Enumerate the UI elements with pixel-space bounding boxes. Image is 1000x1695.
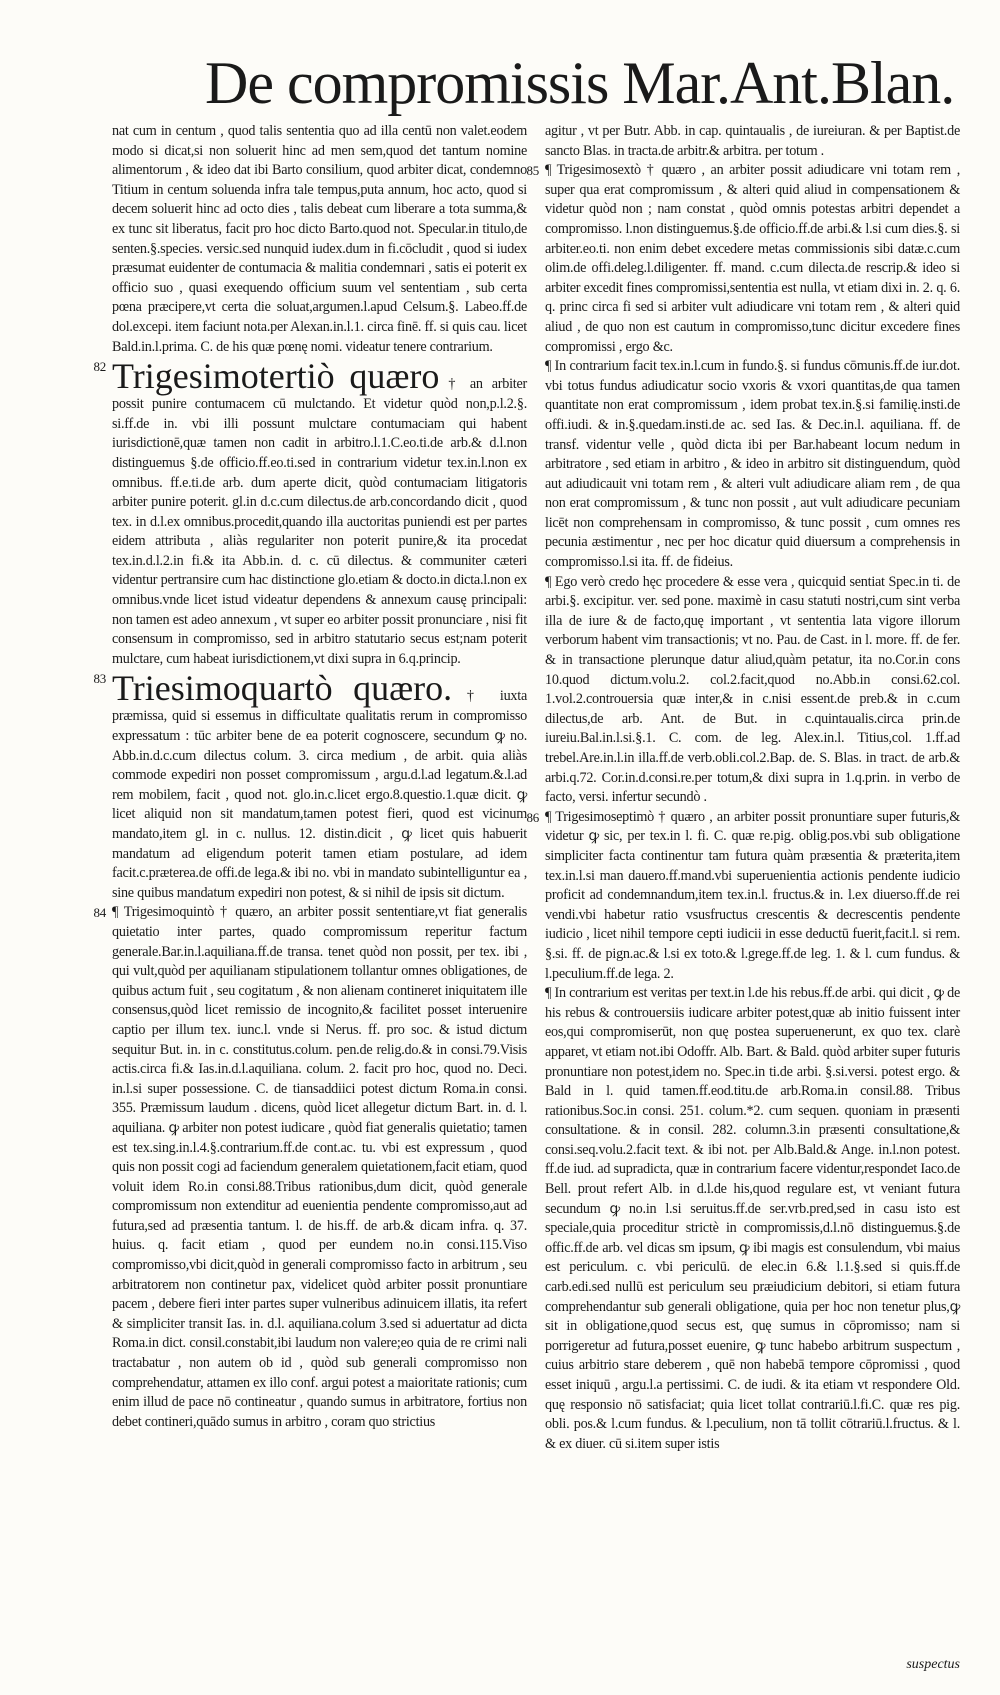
right-column — [526, 122, 960, 1662]
section-text: ¶ Trigesimoquintò † quæro, an arbiter possit sententiare,vt fiat generalis quietatio inter partes, quado compromissum reperitur factum generale.Bar.in.l.aquiliana.ff.de transa. tenet quòd non possit, per tex. ibi , qui vult,quòd per aquilianam stipulationem tollantur omnes obligationes, de quibus actum fuit , seu cogitatum , & non alienam contineret iniquitatem ille consensus,quòd licet remissio de incognito,& facilitet posset interuenire captio per illum tex. iunc.l. vnde si Nerus. ff. pro soc. & istud dictum sequitur But. in. in c. constitutus.colum. pen.de relig.do.& in consi.79.Visis actis.circa fi.& Ias.in.d.l.aquiliana. colum. 2. facit pro hoc, quod no. Deci. in.l.si super possessione. C. de tiansaddiici potest dictum Roma.in consi. 355. Præmissum laudum . dicens, quòd licet allegetur dictum Bart. in. d. l. aquiliana. ꝙ arbiter non potest iudicare , quòd fiat generalis quietatio; tamen est tex.sing.in.l.4.§.contrarium.ff.de cont.ac. tu. vbi est expressum , quod quis non possit cogi ad faciendum generalem quietationem,facit etiam, quod voluit idem Ro.in consi.88.Tribus rationibus,dum dicit, quòd generale compromissum non extenditur ad euenientia pendente compromisso,aut ad futura,sed ad præsentia tantum. l. de his.ff. de arb.& dicam infra. q. 37. huius. q. facit etiam , quod per eundem no.in consi.115.Viso compromisso,vbi dicit,quòd in generali compromisso facto in arbitrum , seu arbitratorem non continetur pax, videlicet quòd arbiter possit pronuntiare pacem , debere fieri inter partes super vulneribus adinuicem illatis, ita refert & simpliciter transit Ias. in. d.l. aquiliana.colum 3.sed si aduertatur ad dicta Roma.in dict. consil.constabit,ibi laudum non valere;eo quia de re crimi nali tractabatur , non autem ob id , quòd sub generali compromisso non comprehendatur, attamen ex illo conf. argui potest a maioritate rationis; cum enim illud de pace nō contineatur , quando sumus in arbitratore, fortius non debet contineri,quādo sumus in arbitro , coram quo strictius — [112, 904, 527, 1430]
section-text: ¶ Trigesimosextò † quæro , an arbiter possit adiudicare vni totam rem , super qua erat compromissum , & alteri quid aliud in compensationem & videtur quòd non ; nam constat , quòd omnis potestas arbitri dependet a compromisso. l.non distinguemus.§.de officio.ff.de arbi.& l.si cum dies.§. si arbiter.eo.ti. non enim debet excedere metas commissionis sibi datæ.c.cum olim.de offi.deleg.l.diligenter. ff. mand. c.cum dilecta.de rescrip.& ideo si arbiter excedit fines compromissi,sententia est nulla, vt etiam dixi in. 2. q. 6. q. princ circa fi sed si arbiter vult adiudicare vni totam rem , & alteri quid aliud , de quo non est cautum in compromisso,tunc dicitur excedere fines compromissi , ergo &c. ¶ In contrarium facit tex.in.l.cum in fundo.§. si fundus cōmunis.ff.de iur.dot. vbi totus fundus adiudicatur socio vxoris & vxori quantitas,de qua tamen quantitate non erat compromissum , idem probat tex.in.§.si familię.insti.de offi.iudi. & in.§.quedam.insti.de ac. sed Ias. & Dec.in.l. aquiliana. ff. de transf. videntur velle , quòd dicta ibi per Bar.habeant locum nedum in arbitratore , sed etiam in arbitro , & ideo in arbitro sit distinguendum, quòd aut adiudicauit vni totam rem , & alteri vult adiudicare aliam rem , de qua non erat compromissum , & tunc non possit , aut vult adiudicare pecuniam licēt non comprehensam in compromisso, & tunc possit , cum omnes res pecunia æstimentur , nec per hoc dicatur quid diuersum a comprehensis in compromisso.l.si ita. ff. de fideius. ¶ Ego verò credo hęc procedere & esse vera , quicquid sentiat Spec.in ti. de arbi.§. excipitur. ver. sed pone. maximè in casu statuti nostri,cum sint verba illa de iure & de facto,quę important , vt sententia lata vigore illorum verborum habent vim transactionis; vt no. Pau. de Cast. in l. more. ff. de fer. & in transactione plerunque datur aliud,quàm petatur, ita no.Cor.in cons 10.quod dictum.volu.2. col.2.facit,quod no.Abb.in consi.62.col. 1.vol.2.controuersia quæ inter,& in c.nisi essent.de preb.& in c.cum dilectus,de arb. Ant. de But. in c.quintaualis.circa prin.de iureiu.Bal.in.l.si.§.1. C. com. de leg. Alex.in.l. Titius,col. 1.ff.ad trebel.Are.in.l.in illa.ff.de verb.obli.col.2.Bap. de. S. Blas. in tract. de arb.& arbi.q.72. Cor.in.d.consi.re.per totum,& dixi supra in 1.q.prin. in verbo de facto, versi. infertur secundò . — [545, 162, 960, 806]
section-85 — [526, 161, 960, 808]
section-83 — [93, 668, 527, 903]
section-82 — [93, 356, 528, 669]
section-number: 86 — [526, 809, 539, 825]
catchword: suspectus — [906, 1657, 960, 1672]
section-number: 84 — [93, 905, 106, 921]
section-84 — [93, 903, 527, 1432]
section-text: † iuxta præmissa, quid si essemus in difficultate qualitatis rerum in compromisso expressatum : tūc arbiter bene de ea poterit cognoscere, secundum ꝙ no. Abb.in.d.c.cum dilectus colum. 3. circa medium , de arbit. quia aliàs commode expediri non posset compromissum , argu.d.l.ad legatum.&.l.ad rem mobilem, facit , quod not. glo.in.c.licet ergo.8.questio.1.quæ dicit. ꝙ licet aliquid non sit mandatum,tamen potest fieri, quod est vicinum mandato,item gl. in c. nullus. 12. distin.dicit , ꝙ licet quis habuerit mandatum ad eligendum poterit tamen etiam postulare, ad idem facit.c.præterea.de offi.de lega.& ibi no. vbi in mandato subintelliguntur ea , sine quibus mandatum expediri non potest, & si nihil de ipsis sit dictum. — [112, 688, 527, 901]
section-text: ¶ Trigesimoseptimò † quæro , an arbiter possit pronuntiare super futuris,& videtur ꝙ sic, per tex.in l. fi. C. quæ re.pig. oblig.pos.vbi sub obligatione simpliciter facta continentur tam futura quàm præsentia & præterita,item tex.in.l.si man dauero.ff.mand.vbi superuenientia actionis pendente iudicio proficit ad condemnandum,item tex.in.l. fructus.& in. l.ex diuerso.ff.de rei vendi.vbi habetur ratio vsusfructus crescentis & decrescentis pendente iudicio , licet nihil tempore cepti iudicii in esse deductū fuerit,facit.l. si rem. §.si. ff. de pign.ac.& l.si ex toto.& l.grege.ff.de leg. 1. & l. cum fundus. & l.peculium.ff.de lega. 2. ¶ In contrarium est veritas per text.in l.de his rebus.ff.de arbi. qui dicit , ꝙ de his rebus & controuersiis iudicare arbiter potest,quæ ab initio fuissent inter eos,qui compromiserūt, non quę postea superuenerunt, ex quo tex. clarè apparet, vt etiam not.ibi Odoffr. Alb. Bart. & Bald. quòd arbiter super futuris pronuntiare non potest,idem no. Spec.in ti.de arbi. §.si.versi. potest ergo. & Bald in l. quid tamen.ff.eod.titu.de arb.Roma.in consil.88. Tribus rationibus.Soc.in consi. 251. colum.*2. cum sequen. quoniam in præsenti consultatione. & in consil. 282. column.3.in præsenti consultatione,& consi.seq.volu.2.facit text. & ibi not. per Alb.Bald.& Ange. in.l.non potest. ff.de iud. ad supradicta, quæ in contrarium facere videntur,respondet Iaco.de Bell. prout refert Alb. in d.l.de his,quod regulare est, vt veniant futura secundum ꝙ no.in l.si seruitus.ff.de ser.vrb.pred,sed in casu isto est speciale,quia proceditur strictè in compromissis,d.l.nō distinguemus.§.de offic.ff.de arb. vel dicas sm ipsum, ꝙ ibi magis est consulendum, vbi maius est periculum. c. vbi periculū. de elec.in 6.& l.1.§.sed si quis.ff.de carb.edi.sed nullū est periculum seu præiudicium debitori, si etiam futura comprehendantur sub generali obligatione, quia per hoc non tenetur plus,ꝙ sit in obligatione,quod secus est, quę sumus in cōpromisso; nam si porrigeretur ad futura,posset euenire, ꝙ tunc habebo arbitrum suspectum , cuius arbitrio stare deberem , quē non habebā tempore cōpromissi , quod esset iniquū , argu.l.a pertissimi. C. de iudi. & ita etiam vt respondere Old. quę responsio nō satisfaciat; quia licet tollat contrariū.l.fi.C. quæ res pig. obli. pos.& l.cum fundus. & l.peculium, non tā tollit cōtrariū.l.fructus. & l. & ex diuer. cū si.item super istis — [545, 808, 960, 1452]
section-text: † an arbiter possit punire contumacem cū mulctando. Et videtur quòd non,p.l.2.§. si.ff.de in. vbi illi possunt mulctare contumaciam qui habent iurisdictionē,quæ tamen non cadit in arbitro.l.1.C.eo.ti.de arb.& d.l.non distinguemus §.de officio.ff.eo.ti.sed in contrarium videtur tex.in.l.non ex omnibus. ff.e.ti.de arb. dum aperte dicit, quòd contumaciam litigatoris arbiter punire poterit. gl.in d.c.cum dilectus.de arb.concordando dicit , quod tex. in d.l.ex omnibus.procedit,quando illa auctoritas puniendi est per partes eidem attributa , aliàs regulariter non poterit punire,& ita procedat tex.in.d.l.2.in fi.& ita Abb.in. d. c. cū dilectus. & communiter cæteri videntur pertransire cum hac distinctione glo.etiam & docto.in dicta.l.non ex omnibus.vnde licet istud videatur dependens & annexum causę principali: non tamen est adeo annexum , vt super eo arbiter possit pronunciare , nisi fit consensum in compromisso, sed in arbitro statutario secus est;nam poterit mulctare, cum habeat iurisdictionem,vt dixi supra in 6.q.princip. — [112, 376, 528, 667]
section-number: 83 — [93, 671, 106, 687]
section-86 — [526, 808, 960, 1455]
left-continuation-text: nat cum in centum , quod talis sententia quo ad illa centū non valet.eodem modo si dicat,si non soluerit hinc ad men sem,quod det tantum nomine alimentorum , & ideo dat ibi Barto consilium, quod arbiter dicat, condemno Titium in centum soluenda infra tale tempus,puta annum, hoc acto, quod si decem soluerit hinc ad octo dies , talis debeat cum liberare a tota summa,& ex tunc sit liberatus, facit pro hoc dicto Barto.quod not. Specular.in titulo,de senten.§.species. versic.sed nunquid iudex.dum in fi.cōcludit , quod si iudex præsumat euidenter de contumacia & malitia condemnari , satis ei poterit ex officio suo , quasi exequendo officium suum vel sententiam , sub certa pœna præcipere,vt certa die soluat,argumen.l.apud Celsum.§. Labeo.ff.de dol.excepi. item faciunt nota.per Alexan.in.l.1. circa finē. ff. si quis cau. licet Bald.in.l.prima. C. de his quæ pœnę nomi. videatur tenere contrarium. — [112, 123, 527, 355]
right-continuation-text: agitur , vt per Butr. Abb. in cap. quintaualis , de iureiuran. & per Baptist.de sancto Blas. in tracta.de arbitr.& arbitra. per totum . — [545, 123, 960, 159]
section-number: 85 — [526, 163, 539, 179]
section-heading: Triesimoquartò quæro. — [112, 668, 453, 709]
running-title: De compromissis Mar.Ant.Blan. — [205, 50, 955, 116]
left-column — [93, 122, 528, 1662]
section-number: 82 — [93, 359, 106, 375]
section-heading: Trigesimotertiò quæro — [112, 356, 440, 397]
